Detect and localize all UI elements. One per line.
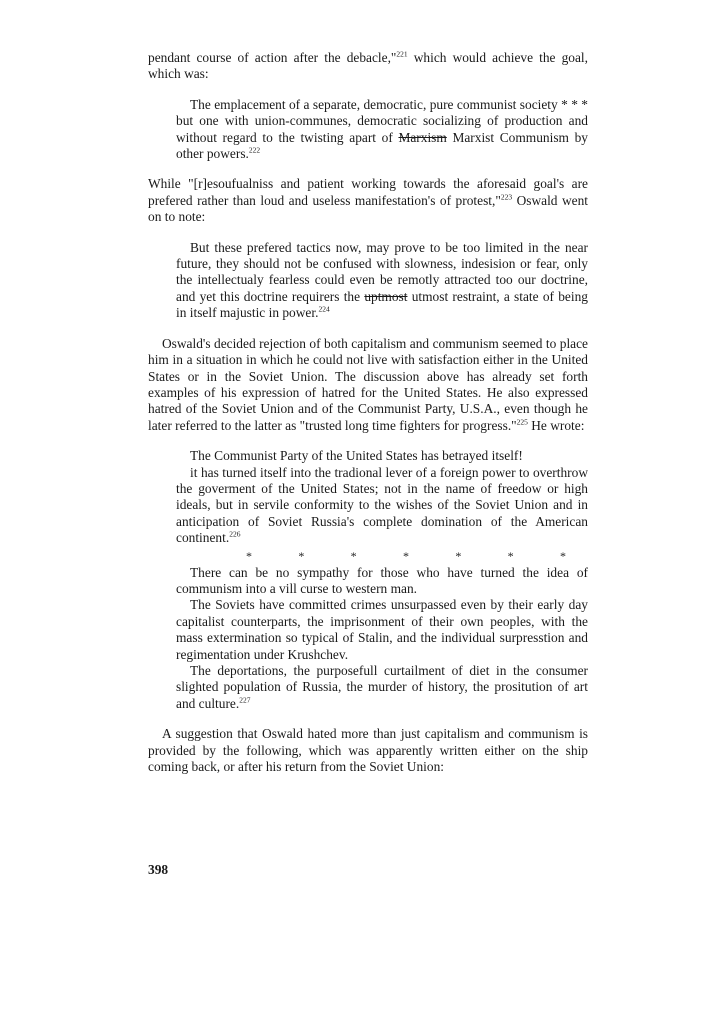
text-span: it has turned itself into the tradional lever of a foreign power to overthrow the goverment of the United States; not in the name of freedow or high ideals, but in servile conformity to the wishes of the Soviet Union and in anticipation of Soviet Russia's complete domination of the American continent. xyxy=(176,464,588,546)
quote-paragraph: The Soviets have committed crimes unsurpassed even by their early day capitalist counterparts, the imprisonment of their own peoples, with the mass extermination so typical of Stalin, and the individual surpresstion and regimentation under Krushchev. xyxy=(176,597,588,662)
paragraph-opening xyxy=(148,50,588,83)
text-span: Oswald went on to note: xyxy=(148,192,589,225)
star: * xyxy=(507,548,514,563)
quote-paragraph xyxy=(176,97,588,163)
footnote-ref: 222 xyxy=(248,145,261,155)
footnote-ref: 221 xyxy=(396,49,408,59)
paragraph-suggestion: A suggestion that Oswald hated more than just capitalism and communism is provided by the following, which was apparently written either on the ship coming back, or after his return from the Soviet Union: xyxy=(148,726,588,775)
star: * xyxy=(350,548,357,563)
footnote-ref: 226 xyxy=(229,529,241,539)
paragraph-rejection xyxy=(148,336,588,434)
text-span: Oswald's decided rejection of both capitalism and communism seemed to place him in a situation in which he could not live with satisfaction either in the United States or in the Soviet Union. The discussion above has already set forth examples of his expression of hatred for the United States. He also expressed hatred of the Soviet Union and of the Communist Party, U.S.A., even though he later referred to the latter as "trusted long time fighters for progress." xyxy=(148,335,588,433)
quote-paragraph xyxy=(176,240,588,322)
text-span: pendant course of action after the debacle," xyxy=(148,50,397,65)
page-number: 398 xyxy=(148,862,169,877)
text-column xyxy=(148,50,588,775)
star: * xyxy=(402,548,409,563)
struck-word: uptmost xyxy=(364,288,408,304)
footnote-ref: 223 xyxy=(500,192,513,202)
paragraph-while xyxy=(148,176,588,225)
text-span: The deportations, the purposefull curtailment of diet in the consumer slighted population of Russia, the murder of history, the prositution of art and culture. xyxy=(176,663,588,711)
quote-paragraph xyxy=(176,465,588,547)
quote-paragraph: The Communist Party of the United States has betrayed itself! xyxy=(190,448,523,464)
text-span: utmost restraint, a state of being in itself majustic in power. xyxy=(176,288,588,321)
block-quote-2 xyxy=(176,240,588,322)
footnote-ref: 225 xyxy=(516,417,528,427)
star: * xyxy=(455,548,462,563)
star: * xyxy=(559,548,566,563)
text-span: He wrote: xyxy=(527,417,585,433)
quote-paragraph xyxy=(176,663,588,712)
text-span: But these prefered tactics now, may prove to be too limited in the near future, they should not be confused with slowness, indesision or fear, only the intellectualy fearless could even be remotly attracted too our doctrine, and yet this doctrine requirers the xyxy=(176,239,588,304)
ellipsis-stars xyxy=(176,549,588,563)
footnote-ref: 227 xyxy=(239,695,251,705)
text-span: While "[r]esoufualniss and patient working towards the aforesaid goal's are prefered rather than loud and useless manifestation's of protest," xyxy=(148,176,588,208)
quote-paragraph: There can be no sympathy for those who have turned the idea of communism into a vill curse to western man. xyxy=(176,564,588,596)
star: * xyxy=(246,548,252,563)
text-span: Marxist Communism by other powers. xyxy=(176,129,588,162)
block-quote-1 xyxy=(176,97,588,163)
struck-word: Marxism xyxy=(398,129,447,145)
star: * xyxy=(298,548,305,563)
text-span: which would achieve the goal, which was: xyxy=(148,50,588,82)
footnote-ref: 224 xyxy=(318,304,330,314)
text-span: The emplacement of a separate, democratic, pure communist society * * * but one with union-communes, democratic socializing of production and without regard to the twisting apart of xyxy=(176,96,588,145)
block-quote-3 xyxy=(176,448,588,712)
